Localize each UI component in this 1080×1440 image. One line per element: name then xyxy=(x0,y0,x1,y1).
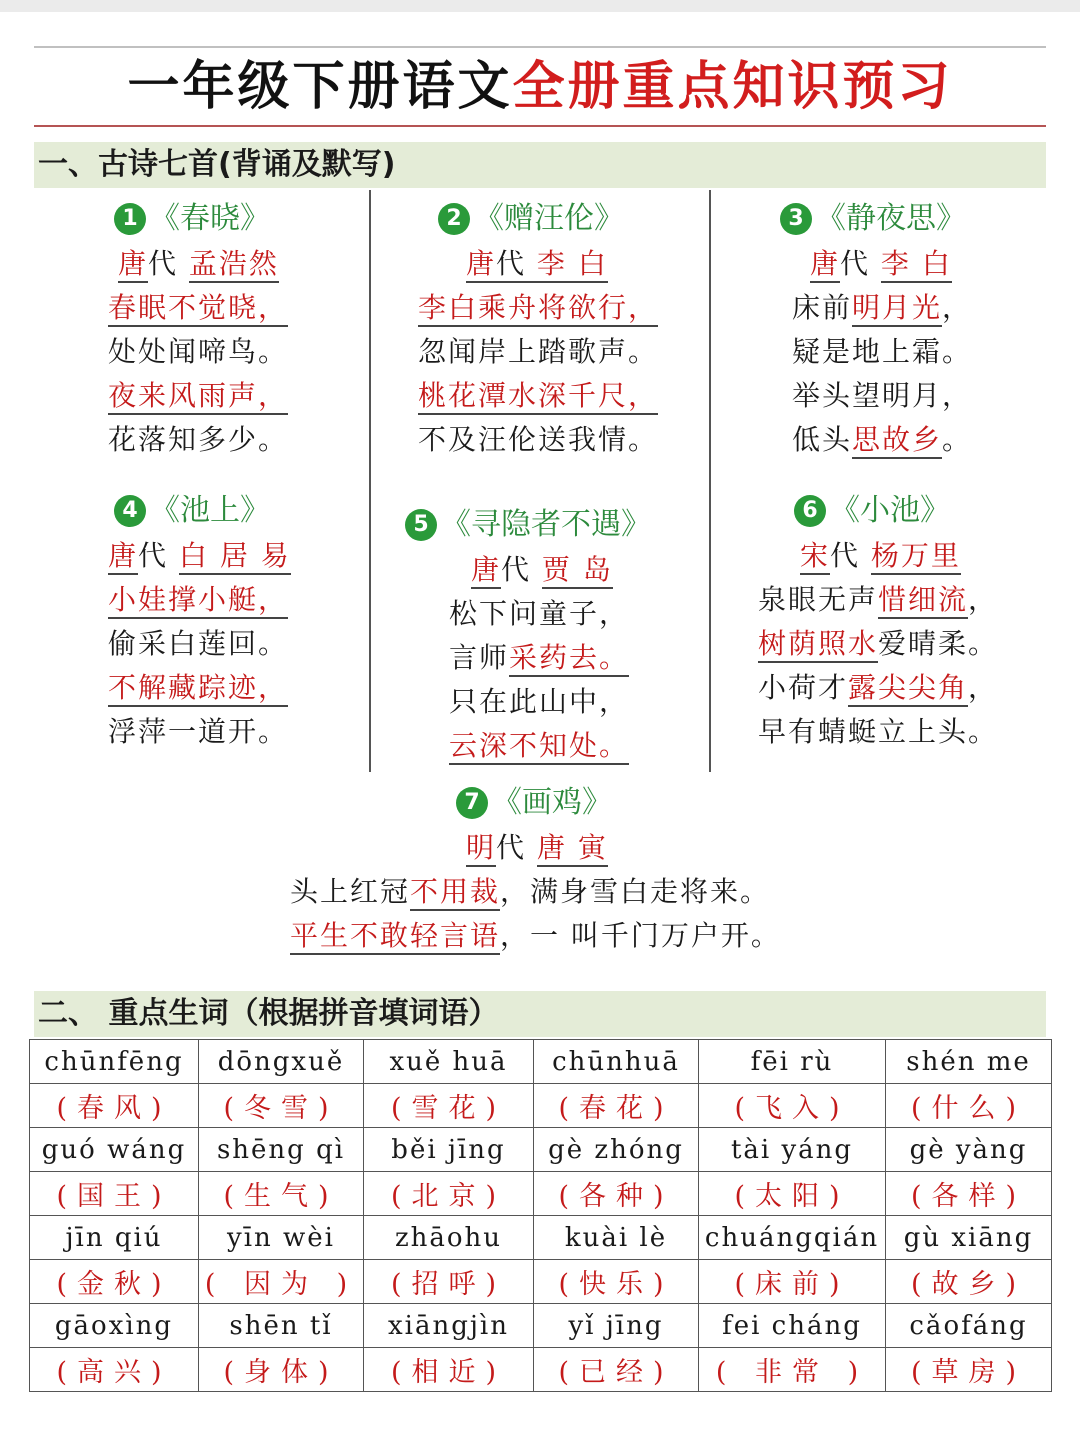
poem-3 xyxy=(780,196,1040,462)
pinyin-cell: yīn wèi xyxy=(199,1216,364,1260)
answer-cell: (身体) xyxy=(199,1348,364,1392)
pinyin-cell: guó wáng xyxy=(30,1128,199,1172)
text-segment: 爱晴柔。 xyxy=(878,627,999,660)
text-segment: ， xyxy=(942,291,973,324)
number-badge-icon: 3 xyxy=(780,203,812,235)
answer-cell: (草房) xyxy=(886,1348,1052,1392)
text-segment: 唐 xyxy=(118,247,148,283)
poem-line xyxy=(418,418,688,462)
answer-cell: (相近) xyxy=(364,1348,534,1392)
poem-author xyxy=(758,534,1048,578)
text-segment: 忽闻岸上踏歌声。 xyxy=(418,335,659,368)
answer-row xyxy=(30,1172,1052,1216)
text-segment: 不解藏踪迹， xyxy=(108,671,288,707)
poem-line xyxy=(792,330,1040,374)
answer-cell: (快乐) xyxy=(534,1260,699,1304)
poem-title xyxy=(758,488,1048,534)
poem-line xyxy=(108,622,358,666)
text-segment: 。 xyxy=(942,423,973,456)
poem-title xyxy=(780,196,1040,242)
section-heading-vocab: 二、 重点生词（根据拼音填词语） xyxy=(34,991,1046,1037)
poem-title xyxy=(108,488,358,534)
pinyin-cell: shén me xyxy=(886,1040,1052,1084)
answer-row xyxy=(30,1348,1052,1392)
poem-author xyxy=(780,242,1040,286)
poem-line xyxy=(108,710,358,754)
text-segment: 唐 xyxy=(108,539,138,575)
poem-author xyxy=(108,534,358,578)
poem-line xyxy=(108,666,358,710)
text-segment: 白 居 易 xyxy=(179,539,291,575)
text-segment: 头上红冠 xyxy=(290,875,411,908)
poem-line xyxy=(792,418,1040,462)
pinyin-cell: chūnhuā xyxy=(534,1040,699,1084)
poem-line xyxy=(449,680,695,724)
poem-5 xyxy=(405,502,695,768)
poem-line xyxy=(290,914,810,958)
title-rule-bottom xyxy=(34,125,1046,127)
pinyin-cell: gāoxìng xyxy=(30,1304,199,1348)
answer-cell: (春花) xyxy=(534,1084,699,1128)
number-badge-icon: 1 xyxy=(114,203,146,235)
poem-title xyxy=(405,502,695,548)
text-segment: 采药去。 xyxy=(509,641,629,677)
text-segment: 代 xyxy=(840,247,881,280)
pinyin-cell: fei cháng xyxy=(699,1304,886,1348)
text-segment: 李 白 xyxy=(881,247,952,283)
pinyin-cell: gè zhóng xyxy=(534,1128,699,1172)
poem-author xyxy=(418,242,688,286)
text-segment: 唐 xyxy=(471,553,501,589)
poem-line xyxy=(449,724,695,768)
text-segment: 杨万里 xyxy=(871,539,961,575)
number-badge-icon: 5 xyxy=(405,509,437,541)
text-segment: 偷采白莲回。 xyxy=(108,627,289,660)
pinyin-cell: tài yáng xyxy=(699,1128,886,1172)
answer-cell: (招呼) xyxy=(364,1260,534,1304)
text-segment: 代 xyxy=(830,539,871,572)
pinyin-cell: fēi rù xyxy=(699,1040,886,1084)
poem-line xyxy=(758,622,1048,666)
text-segment: 贾 岛 xyxy=(542,553,613,589)
poem-lines xyxy=(108,286,358,462)
pinyin-cell: jīn qiú xyxy=(30,1216,199,1260)
text-segment: ， xyxy=(968,671,999,704)
poem-author xyxy=(405,548,695,592)
pinyin-cell: běi jīng xyxy=(364,1128,534,1172)
text-segment: 低头 xyxy=(792,423,853,456)
poem-title-text: 《寻隐者不遇》 xyxy=(441,507,651,542)
answer-cell: (春风) xyxy=(30,1084,199,1128)
poem-title-text: 《静夜思》 xyxy=(816,201,966,236)
text-segment: 代 xyxy=(496,247,537,283)
poem-title xyxy=(108,196,358,242)
poem-7 xyxy=(290,780,810,958)
poem-line xyxy=(290,870,810,914)
text-segment: 床前 xyxy=(792,291,853,324)
number-badge-icon: 6 xyxy=(794,495,826,527)
answer-cell: ( 非常 ) xyxy=(699,1348,886,1392)
poem-lines xyxy=(780,286,1040,462)
pinyin-cell: yǐ jīng xyxy=(534,1304,699,1348)
answer-cell: (太阳) xyxy=(699,1172,886,1216)
text-segment: 思故乡 xyxy=(852,423,942,459)
pinyin-row xyxy=(30,1040,1052,1084)
pinyin-row xyxy=(30,1216,1052,1260)
poem-line xyxy=(418,374,688,418)
poem-4 xyxy=(108,488,358,754)
pinyin-row xyxy=(30,1128,1052,1172)
pinyin-cell: shēn tǐ xyxy=(199,1304,364,1348)
answer-cell: (金秋) xyxy=(30,1260,199,1304)
poem-1 xyxy=(108,196,358,462)
poem-line xyxy=(758,578,1048,622)
poem-line xyxy=(108,286,358,330)
text-segment: 处处闻啼鸟。 xyxy=(108,335,289,368)
text-segment: 早有蜻蜓立上头。 xyxy=(758,715,999,748)
poem-line xyxy=(418,286,688,330)
pinyin-cell: chūnfēng xyxy=(30,1040,199,1084)
top-strip xyxy=(0,0,1080,12)
pinyin-cell: gù xiāng xyxy=(886,1216,1052,1260)
poem-line xyxy=(108,330,358,374)
poem-line xyxy=(418,330,688,374)
poem-lines xyxy=(418,286,688,462)
text-segment: 树荫照水 xyxy=(758,627,878,663)
answer-cell: ( 因为 ) xyxy=(199,1260,364,1304)
text-segment: 平生不敢轻言语 xyxy=(290,919,500,955)
answer-row xyxy=(30,1260,1052,1304)
column-divider-1 xyxy=(369,190,371,772)
pinyin-row xyxy=(30,1304,1052,1348)
text-segment: 惜细流 xyxy=(878,583,968,619)
pinyin-cell: kuài lè xyxy=(534,1216,699,1260)
text-segment: 小娃撑小艇， xyxy=(108,583,288,619)
text-segment: 泉眼无声 xyxy=(758,583,879,616)
text-segment: 唐 xyxy=(466,247,496,283)
poem-6 xyxy=(758,488,1048,754)
text-segment: 松下问童子， xyxy=(449,597,630,630)
number-badge-icon: 2 xyxy=(438,203,470,235)
text-segment: 代 xyxy=(501,553,542,586)
pinyin-cell: xiāngjìn xyxy=(364,1304,534,1348)
column-divider-2 xyxy=(709,190,711,772)
poem-title-text: 《春晓》 xyxy=(150,201,270,236)
vocab-table-body xyxy=(30,1040,1052,1392)
answer-cell: (北京) xyxy=(364,1172,534,1216)
answer-cell: (雪花) xyxy=(364,1084,534,1128)
title-rule-top xyxy=(34,46,1046,48)
poem-line xyxy=(792,286,1040,330)
pinyin-cell: dōngxuě xyxy=(199,1040,364,1084)
text-segment: 代 xyxy=(496,831,537,864)
poem-line xyxy=(108,418,358,462)
pinyin-cell: gè yàng xyxy=(886,1128,1052,1172)
poem-title xyxy=(290,780,810,826)
poem-lines xyxy=(405,592,695,768)
poem-line xyxy=(449,636,695,680)
text-segment: 露尖尖角 xyxy=(848,671,968,707)
text-segment: 夜来风雨声， xyxy=(108,379,288,415)
text-segment: 春眠不觉晓， xyxy=(108,291,288,327)
poem-title xyxy=(418,196,688,242)
text-segment: 不及汪伦送我情。 xyxy=(418,423,659,456)
poem-lines xyxy=(108,578,358,754)
number-badge-icon: 7 xyxy=(456,787,488,819)
poem-2 xyxy=(418,196,688,462)
poem-title-text: 《池上》 xyxy=(150,493,270,528)
text-segment: 李 白 xyxy=(537,247,608,283)
text-segment: 花落知多少。 xyxy=(108,423,289,456)
answer-cell: (冬雪) xyxy=(199,1084,364,1128)
pinyin-cell: xuě huā xyxy=(364,1040,534,1084)
poem-line xyxy=(758,710,1048,754)
vocab-table xyxy=(29,1039,1052,1392)
answer-cell: (故乡) xyxy=(886,1260,1052,1304)
pinyin-cell: cǎofáng xyxy=(886,1304,1052,1348)
section-heading-poems: 一、古诗七首(背诵及默写) xyxy=(34,142,1046,188)
poem-title-text: 《小池》 xyxy=(830,493,950,528)
text-segment: 孟浩然 xyxy=(189,247,279,283)
answer-cell: (高兴) xyxy=(30,1348,199,1392)
answer-cell: (床前) xyxy=(699,1260,886,1304)
poem-author xyxy=(290,826,810,870)
text-segment: ，满身雪白走将来。 xyxy=(500,875,771,908)
answer-cell: (生气) xyxy=(199,1172,364,1216)
poem-line xyxy=(792,374,1040,418)
text-segment: 代 xyxy=(138,539,179,572)
answer-cell: (各种) xyxy=(534,1172,699,1216)
page-title xyxy=(34,52,1046,122)
title-part-black: 一年级下册语文 xyxy=(127,57,513,117)
text-segment: 举头望明月， xyxy=(792,379,973,412)
text-segment: 明月光 xyxy=(852,291,942,327)
text-segment: 疑是地上霜。 xyxy=(792,335,973,368)
poem-lines xyxy=(758,578,1048,754)
answer-cell: (各样) xyxy=(886,1172,1052,1216)
answer-row xyxy=(30,1084,1052,1128)
text-segment: 李白乘舟将欲行， xyxy=(418,291,658,327)
poem-line xyxy=(108,374,358,418)
text-segment: 唐 xyxy=(810,247,840,283)
text-segment: 代 xyxy=(148,247,189,280)
poem-line xyxy=(108,578,358,622)
answer-cell: (国王) xyxy=(30,1172,199,1216)
poem-author xyxy=(108,242,358,286)
text-segment: ，一 叫千门万户开。 xyxy=(500,919,781,952)
number-badge-icon: 4 xyxy=(114,495,146,527)
text-segment: 云深不知处。 xyxy=(449,729,629,765)
text-segment: 言师 xyxy=(449,641,510,674)
text-segment: ， xyxy=(968,583,999,616)
poem-title-text: 《赠汪伦》 xyxy=(474,201,624,236)
text-segment: 小荷才 xyxy=(758,671,849,704)
text-segment: 只在此山中， xyxy=(449,685,630,718)
answer-cell: (飞入) xyxy=(699,1084,886,1128)
poem-lines xyxy=(290,870,810,958)
title-part-red: 全册重点知识预习 xyxy=(512,57,953,117)
answer-cell: (什么) xyxy=(886,1084,1052,1128)
poem-title-text: 《画鸡》 xyxy=(492,785,612,820)
pinyin-cell: shēng qì xyxy=(199,1128,364,1172)
pinyin-cell: chuángqián xyxy=(699,1216,886,1260)
answer-cell: (已经) xyxy=(534,1348,699,1392)
poem-line xyxy=(758,666,1048,710)
pinyin-cell: zhāohu xyxy=(364,1216,534,1260)
text-segment: 明 xyxy=(466,831,496,867)
text-segment: 宋 xyxy=(800,539,830,575)
text-segment: 桃花潭水深千尺， xyxy=(418,379,658,415)
text-segment: 浮萍一道开。 xyxy=(108,715,289,748)
poem-line xyxy=(449,592,695,636)
text-segment: 唐 寅 xyxy=(537,831,608,867)
text-segment: 不用裁 xyxy=(410,875,500,911)
